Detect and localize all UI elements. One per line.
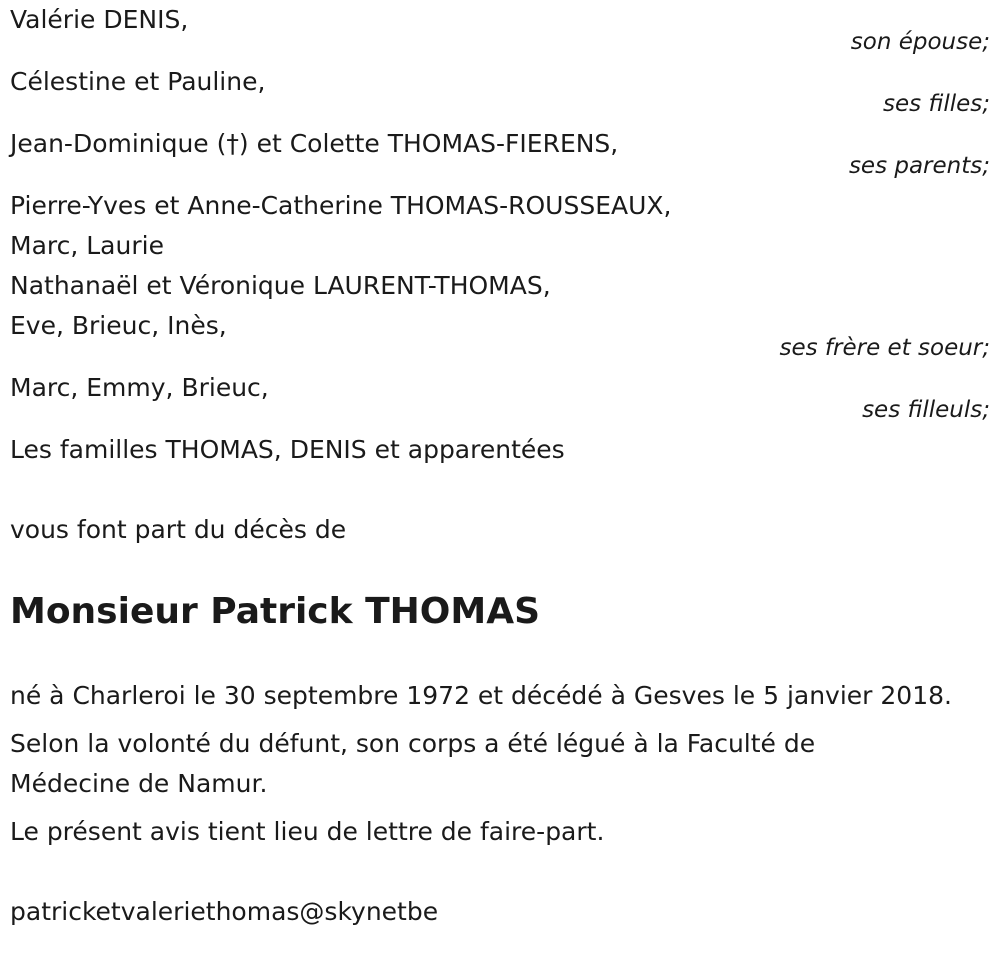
relation-label: ses frère et soeur; bbox=[779, 335, 990, 361]
obituary-notice bbox=[10, 0, 990, 932]
family-line: Eve, Brieuc, Inès, bbox=[10, 311, 227, 340]
family-line: Nathanaël et Véronique LAURENT-THOMAS, bbox=[10, 271, 551, 300]
contact-email: patricketvaleriethomas@skynetbe bbox=[10, 897, 439, 926]
family-group-siblings bbox=[10, 186, 990, 360]
body-will-line: Selon la volonté du défunt, son corps a été légué à la Faculté de bbox=[10, 729, 816, 758]
family-line: Marc, Laurie bbox=[10, 231, 164, 260]
family-line: Valérie DENIS, bbox=[10, 5, 189, 34]
family-line: Jean-Dominique (†) et Colette THOMAS-FIERENS, bbox=[10, 129, 619, 158]
notice-text: Le présent avis tient lieu de lettre de faire-part. bbox=[10, 817, 605, 846]
family-group-spouse bbox=[10, 0, 990, 54]
family-group-parents bbox=[10, 124, 990, 178]
family-line: Pierre-Yves et Anne-Catherine THOMAS-ROUSSEAUX, bbox=[10, 191, 672, 220]
family-line: Célestine et Pauline, bbox=[10, 67, 266, 96]
family-group-godchildren bbox=[10, 368, 990, 422]
birth-death-text: né à Charleroi le 30 septembre 1972 et décédé à Gesves le 5 janvier 2018. bbox=[10, 681, 952, 710]
announce-text: vous font part du décès de bbox=[10, 515, 347, 544]
relation-label: son épouse; bbox=[850, 29, 990, 55]
body-will-line: Médecine de Namur. bbox=[10, 769, 268, 798]
relation-label: ses filleuls; bbox=[862, 397, 990, 423]
deceased-name: Monsieur Patrick THOMAS bbox=[10, 591, 541, 632]
body-will-paragraph bbox=[10, 724, 990, 804]
relation-label: ses parents; bbox=[848, 153, 990, 179]
family-line: Marc, Emmy, Brieuc, bbox=[10, 373, 269, 402]
family-group-daughters bbox=[10, 62, 990, 116]
families-line: Les familles THOMAS, DENIS et apparentées bbox=[10, 435, 565, 464]
relation-label: ses filles; bbox=[883, 91, 990, 117]
